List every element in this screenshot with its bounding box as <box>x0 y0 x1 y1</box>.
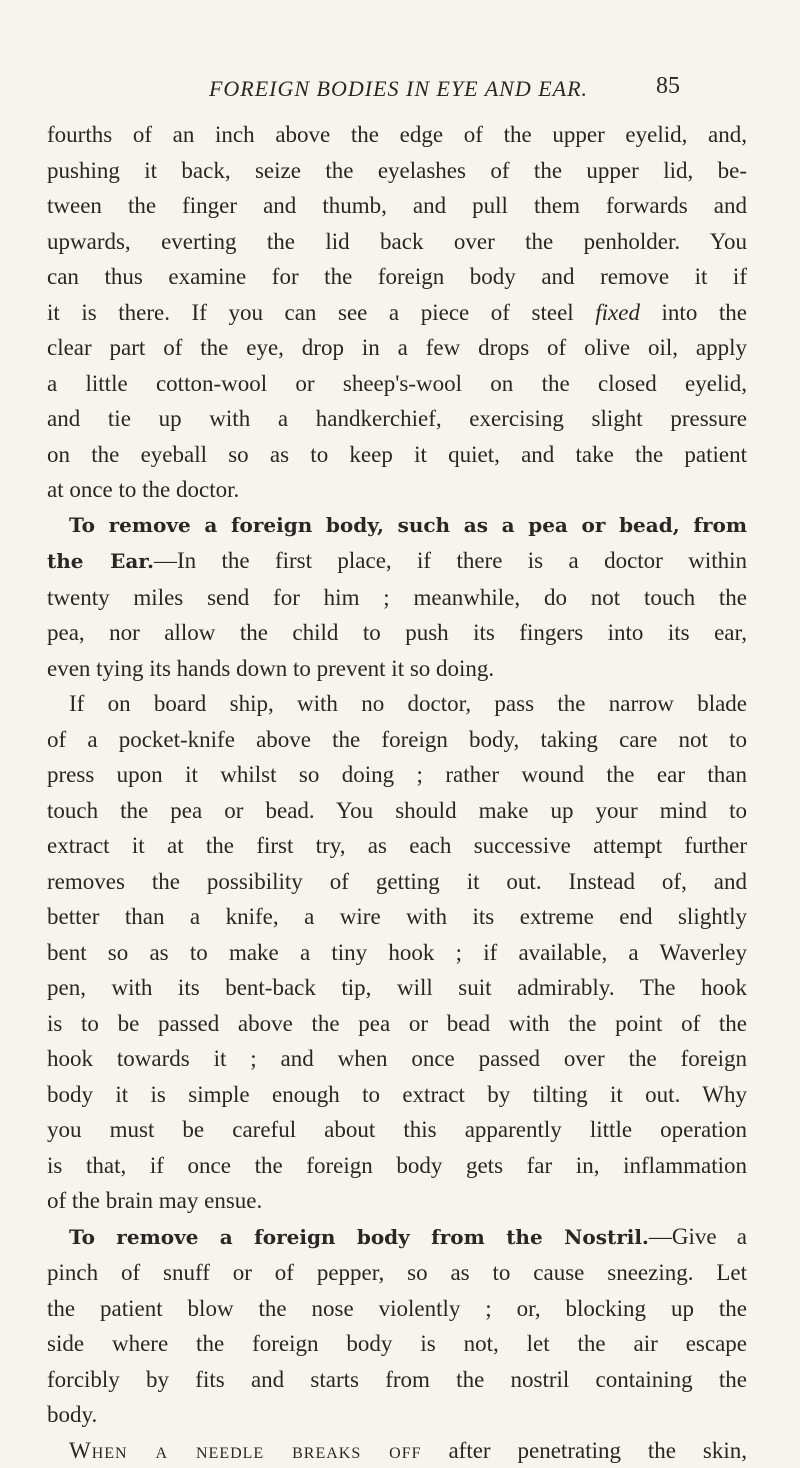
page-number: 85 <box>656 73 680 100</box>
text-line: you must be careful about this apparently little operation <box>47 1112 747 1148</box>
text-line: side where the foreign body is not, let the air escape <box>47 1326 747 1362</box>
text-line: at once to the doctor. <box>47 472 747 508</box>
text-line: body. <box>47 1397 747 1433</box>
text-line: If on board ship, with no doctor, pass the narrow blade <box>47 686 747 722</box>
text-line <box>47 1219 747 1256</box>
text-line: clear part of the eye, drop in a few drops of olive oil, apply <box>47 330 747 366</box>
text-line: the patient blow the nose violently ; or, blocking up the <box>47 1291 747 1327</box>
emphasis-text: fixed <box>595 300 640 325</box>
text-segment: into the <box>662 300 747 325</box>
text-line: forcibly by fits and starts from the nostril containing the <box>47 1362 747 1398</box>
text-segment: it is there. If you can see a piece of steel <box>47 300 574 325</box>
text-line: body it is simple enough to extract by tilting it out. Why <box>47 1077 747 1113</box>
section-heading-nostril: To remove a foreign body from the Nostril. <box>69 1225 649 1249</box>
text-line: of a pocket-knife above the foreign body, taking care not to <box>47 722 747 758</box>
text-line: a little cotton-wool or sheep's-wool on the closed eyelid, <box>47 366 747 402</box>
text-segment: —Give a <box>649 1224 747 1249</box>
section-heading-ear: To remove a foreign body, such as a pea or bead, from <box>47 508 747 544</box>
text-line: pinch of snuff or of pepper, so as to cause sneezing. Let <box>47 1255 747 1291</box>
text-line: pea, nor allow the child to push its fingers into its ear, <box>47 615 747 651</box>
text-line: and tie up with a handkerchief, exercising slight pressure <box>47 401 747 437</box>
text-line <box>47 295 747 331</box>
text-line: pushing it back, seize the eyelashes of the upper lid, be- <box>47 153 747 189</box>
text-line: on the eyeball so as to keep it quiet, and take the patient <box>47 437 747 473</box>
text-line: can thus examine for the foreign body and remove it if <box>47 259 747 295</box>
text-line: even tying its hands down to prevent it so doing. <box>47 651 747 687</box>
text-line: removes the possibility of getting it out. Instead of, and <box>47 864 747 900</box>
text-segment: after penetrating the skin, <box>448 1438 747 1463</box>
text-line: fourths of an inch above the edge of the upper eyelid, and, <box>47 117 747 153</box>
text-line: better than a knife, a wire with its extreme end slightly <box>47 899 747 935</box>
text-line: upwards, everting the lid back over the penholder. You <box>47 224 747 260</box>
text-line <box>47 1433 747 1468</box>
body-text <box>47 117 747 1468</box>
text-line: pen, with its bent-back tip, will suit admirably. The hook <box>47 970 747 1006</box>
text-line: tween the finger and thumb, and pull them forwards and <box>47 188 747 224</box>
text-line: extract it at the first try, as each successive attempt further <box>47 828 747 864</box>
text-line <box>47 543 747 580</box>
text-line: touch the pea or bead. You should make up your mind to <box>47 793 747 829</box>
smallcaps-lead: When a needle breaks off <box>69 1438 422 1463</box>
text-line: is that, if once the foreign body gets far in, inflammation <box>47 1148 747 1184</box>
text-line: is to be passed above the pea or bead with the point of the <box>47 1006 747 1042</box>
text-line: press upon it whilst so doing ; rather wound the ear than <box>47 757 747 793</box>
text-segment: —In the first place, if there is a doctor within <box>154 548 747 573</box>
text-line: of the brain may ensue. <box>47 1183 747 1219</box>
text-line: hook towards it ; and when once passed over the foreign <box>47 1041 747 1077</box>
running-head: FOREIGN BODIES IN EYE AND EAR. <box>146 76 651 102</box>
text-line: twenty miles send for him ; meanwhile, do not touch the <box>47 580 747 616</box>
text-line: bent so as to make a tiny hook ; if available, a Waverley <box>47 935 747 971</box>
section-heading-ear-end: the Ear. <box>47 549 154 573</box>
